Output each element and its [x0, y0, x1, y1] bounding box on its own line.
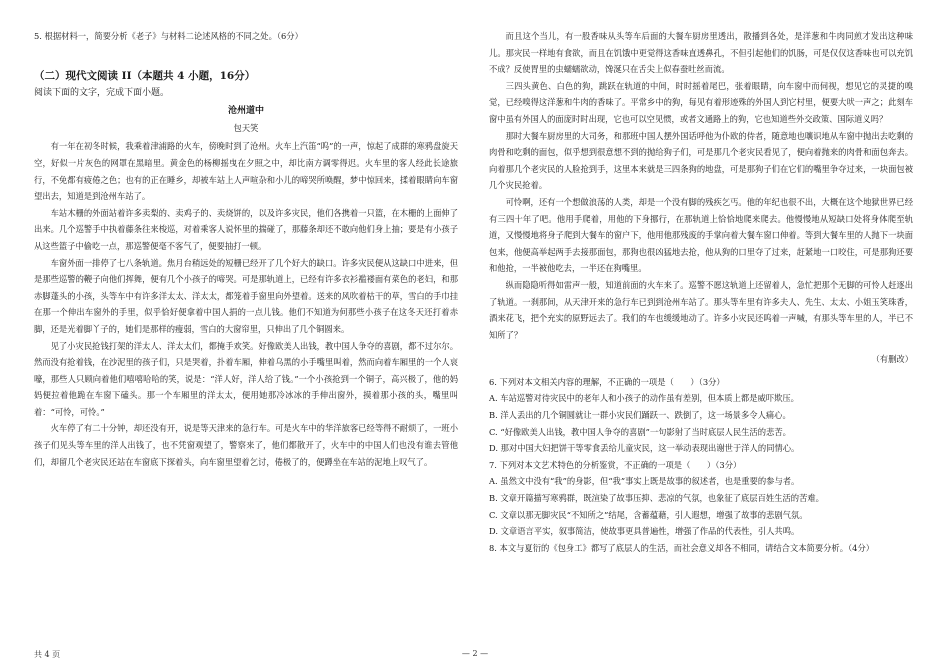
story-paragraph: 见了小灾民抢钱打架的洋太人、洋太太们，都掩手欢笑。好像欧美人出钱，教中国人争夺的喜剧，都不过尔尔。然而没有抢着钱，在沙泥里的孩子们，只是哭着，扑着车厢，伸着乌黑的小手嘴里叫着，然而向着车厢里的一个人哀嚎，那些人只顾向着他们嘻嘻哈哈的笑，说是：“洋人好，洋人给了钱。”一个小孩抢到一个铜子，高兴极了，他的妈妈便拉着他跪在车窗下磕头。那一个车厢里的洋太太，便用她那冷冰冰的手伸出窗外，摸着那小孩的头，嘴里叫着：“可怜，可怜。”: [34, 340, 458, 417]
page-number: — 2 —: [461, 649, 489, 658]
right-column: [489, 28, 913, 556]
total-pages: 共 4 页: [34, 650, 61, 659]
option-7b: B. 文章开篇描写寒鸦群，既渲染了故事压抑、悲凉的气氛，也象征了底层百姓生活的苦难。: [489, 493, 824, 504]
story-paragraph: 车窗外面一排停了七八条轨道。焦月台稍远处的短栅已经开了几个好大的缺口。许多灾民便从这缺口中进来，但是那些巡警的鞭子向他们挥舞，便有几个小孩子的啼哭。可是那轨道上，已经有许多衣衫褴褛面有菜色的老妇，和那赤脚蓬头的小孩，头等车中有许多洋太太、洋太太，都笼着手窗里向外望着。送来的风吹着枯干的草，雪白的手巾挂在那一个伸出车窗外的手里，似乎恰好便拿着中国人捐的一点儿钱。他们不知道为何那些小孩子在这冬天还打着赤脚，还是光着脚丫子的，她们是那样的瘦弱，雪白的大窗帘里，只伸出了几个铜圆来。: [34, 257, 458, 334]
story-paragraph: 纵而隐隐听得如雷声一般，知道前面的火车来了。巡警不愿这轨道上还留着人，急忙把那个无脚的可怜人赶逐出了轨道。一刹那间，从天津开来的急行车已到到沧州车站了。那头等车里有许多夫人、先生、太太、小姐玉笑珠香，酒来花飞，把个充实的原野远去了。我们的车也缓缓地动了。许多小灾民还呜着一声喊，有那头等车里的人，半已不知所了？: [489, 279, 913, 340]
option-7d: D. 文章语言平实，叙事简洁，使故事更具普遍性，增强了作品的代表性，引人共鸣。: [489, 526, 800, 537]
question-8: 8. 本文与夏衍的《包身工》都写了底层人的生活，而社会意义却各不相同，请结合文本简要分析。（4分）: [489, 542, 875, 553]
reading-instruction: 阅读下面的文字，完成下面小题。: [34, 87, 170, 98]
option-7c: C. 文章以那无脚灾民“不知所之”结尾，含蓄蕴藉，引人遐想，增强了故事的悲剧气氛。: [489, 509, 808, 520]
section-heading: （二）现代文阅读 II（本题共 4 小题，16分）: [34, 69, 256, 82]
source-note: （有删改）: [871, 354, 913, 365]
story-paragraph: 可怜啊，还有一个想做浪荡的人类，却是一个没有脚的残疾乞丐。他的年纪也很不出，大概在这个地狱世界已经有三四十年了吧。他用手爬着，用他的下身挪行，在那轨道上恰恰地爬来爬去。他慢慢地从短缺口处将身体爬至轨道，又慢慢地将身子爬到大餐车的窗户下，他用他那残废的手掌向着大餐车窗口伸着。等到大餐车里的人抛下一块面包来，他便高举起两手去接那面包，那狗也很凶猛地去抢，他从狗的口里夺了过来，赶紧地一口咬住，可是那狗还要和他抢，一半被他吃去，一半还在狗嘴里。: [489, 196, 913, 274]
option-7a: A. 虽然文中没有“我”的身影，但“我”事实上既是故事的叙述者，也是重要的参与者。: [489, 476, 800, 487]
option-6a: A. 车站巡警对待灾民中的老年人和小孩子的动作虽有差别，但本质上都是威吓欺压。: [489, 393, 799, 404]
option-6d: D. 那对中国大妇把饼干等零食丢给儿童灾民，这一举动表现出谢世于洋人的同情心。: [489, 443, 800, 454]
story-paragraph: 车站木栅的外面站着许多卖梨的、卖鸡子的、卖烧饼的，以及许多灾民，他们各携着一只篮，在木栅的上面伸了出来。几个巡警手中执着藤条往来梭巡，对着乘客人说怀里的揣碰了，那藤条却还不敢向他们身上抽；要是有小孩子从这些篮子中偷吃一点，那巡警便毫不客气了，便要抽打一顿。: [34, 207, 458, 251]
left-column: [34, 28, 458, 470]
story-paragraph: 火车停了有二十分钟，却还没有开，说是等天津来的急行车。可是火车中的华洋旅客已经等得不耐烦了，一班小孩子们见头等车里的洋人出钱了，也不凭窗观望了，警察来了，他们都散开了，火车中的中国人们也没有谁去管他们，却留几个老灾民还站在车窗底下探着头，向车窗里望着乞讨，倦极了的，便蹲坐在车站的泥地上叹气了。: [34, 423, 458, 467]
story-author: 包天笑: [233, 122, 259, 133]
question-7: 7. 下列对本文艺术特色的分析鉴赏，不正确的一项是（ ）（3分）: [489, 459, 742, 470]
option-6b: B. 洋人丢出的几个铜圆就让一群小灾民们踊跃一、跌倒了，这一场景多令人痛心。: [489, 410, 791, 421]
story-title: 沧州道中: [227, 106, 264, 117]
question-5: 5. 根据材料一，简要分析《老子》与材料二论述风格的不同之处。（6分）: [34, 31, 303, 41]
story-paragraph: 那时大餐车厨房里的大司务，和那班中国人摆外国话呼他为仆欧的侍者，随意地也嚷识地从车窗中抛出去吃剩的肉骨和吃剩的面包，似乎想到很意想不到的抛给狗子们，可是那几个老灾民看见了，便向着抛来的肉骨和面包奔去。向着那几个老灾民的人脸抢到手，这里本来就是三四条狗的地盘，可是那狗子们在它们的嘴里争夺过来，一块面包被几个灾民抢着。: [489, 130, 913, 191]
story-paragraph: 有一年在初冬时候，我乘着津浦路的火车，傍晚时到了沧州。火车上汽笛“呜”的一声，惊起了成群的寒鸦盘旋天空，好似一片灰色的网罩在黑暗里。黄金色的杨柳摇曳在夕照之中，却比南方调零得迟。火车里的客人经此长途旅行，不免都有疲倦之色；也有的正在睡乡，却被车站上人声喧杂和小儿的啼哭所唤醒，梦中惊回来，揉着眼睛向车窗望出去，知道是到沧州车站了。: [34, 141, 458, 202]
story-paragraph: 而且这个当儿，有一股香味从头等车后面的大餐车厨房里透出，散播到各处，是洋葱和牛肉同煎才发出这种味儿。那灾民一样地有食欲，而且在饥饿中更觉得这香味直透鼻孔，不但引起他们的饥肠，可是仅仅这香味也可以充饥不成？反使胃里的虫蠕蠕欲动，馋涎只在舌尖上似春蚕吐丝而流。: [489, 31, 913, 75]
option-6c: C. “好像欧美人出钱，教中国人争夺的喜剧”一句影射了当时底层人民生活的悲苦。: [489, 426, 791, 437]
question-6: 6. 下列对本文相关内容的理解，不正确的一项是（ ）（3分）: [489, 376, 725, 387]
question-list: [489, 374, 913, 557]
story-paragraph: 三四头黄色、白色的狗，跳跃在轨道的中间，时时摇着尾巴，张着眼睛，向车窗中而伺视，想见它的灵捷的嗅觉，已经嗅得这洋葱和牛肉的香味了。平常乡中的狗，每见有着形迹殊的外国人到它村里，便要大吠一声之；此刻车窗中虽有外国人的面庞时时出现，它也可以空见惯，或者文通路上的狗，它也知道些外交政策、国际道义吗？: [489, 80, 913, 124]
